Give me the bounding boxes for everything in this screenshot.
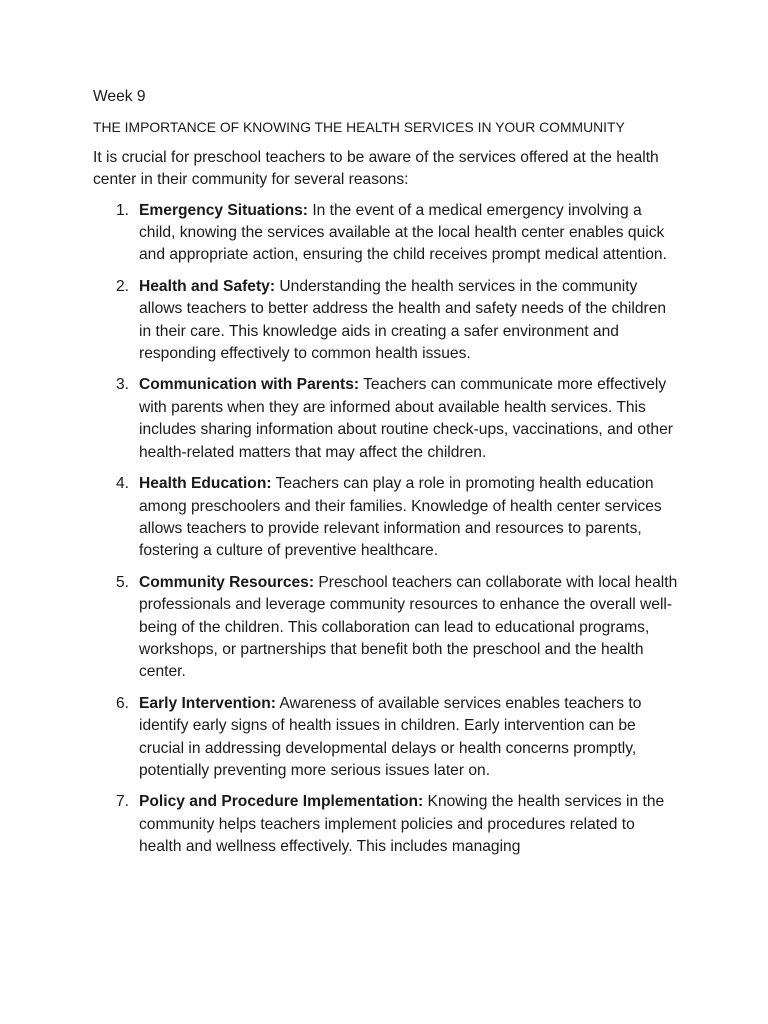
document-heading: THE IMPORTANCE OF KNOWING THE HEALTH SERVICES IN YOUR COMMUNITY (93, 119, 625, 136)
list-item-text: Knowing the health services in the community helps teachers implement policies and procedures related to health and wellness effectively. This includes managing (139, 793, 665, 856)
list-item-number: 1. (116, 201, 130, 219)
list-item-term: Early Intervention: (139, 694, 276, 712)
list-item-number: 4. (116, 475, 130, 493)
list-item (93, 374, 678, 464)
intro-paragraph: It is crucial for preschool teachers to be aware of the services offered at the health center in their community for several reasons: (93, 148, 659, 189)
list-item (93, 276, 678, 366)
list-item-text: Teachers can play a role in promoting health education among preschoolers and their families. Knowledge of health center services allows teachers to provide relevant information and resources to parents, fostering a culture of preventive healthcare. (139, 475, 662, 560)
list-item (93, 473, 678, 563)
list-item (93, 693, 678, 783)
list-item-text: Teachers can communicate more effectively with parents when they are informed about available health services. This includes sharing information about routine check-ups, vaccinations, and other health-related matters that may affect the children. (139, 376, 673, 461)
week-label: Week 9 (93, 88, 146, 105)
list-item-number: 2. (116, 277, 130, 295)
list-item-number: 5. (116, 573, 130, 591)
list-item-number: 6. (116, 694, 130, 712)
list-item-number: 7. (116, 793, 130, 811)
list-item-term: Community Resources: (139, 573, 315, 591)
reasons-list (93, 200, 678, 859)
list-item-text: Understanding the health services in the community allows teachers to better address the health and safety needs of the children in their care. This knowledge aids in creating a safer environment and responding effectively to common health issues. (139, 277, 667, 363)
list-item-number: 3. (116, 376, 130, 394)
list-item (93, 791, 678, 858)
list-item-term: Emergency Situations: (139, 201, 308, 219)
list-item-term: Health Education: (139, 475, 272, 493)
list-item-term: Health and Safety: (139, 277, 276, 295)
list-item (93, 572, 678, 684)
list-item (93, 200, 678, 267)
list-item-text: Preschool teachers can collaborate with local health professionals and leverage community resources to enhance the overall well-being of the children. This collaboration can lead to educational programs, workshops, or partnerships that benefit both the preschool and the health center. (139, 573, 678, 681)
list-item-text: In the event of a medical emergency involving a child, knowing the services available at the local health center enables quick and appropriate action, ensuring the child receives prompt medical attention. (139, 201, 667, 264)
document-page (93, 86, 678, 868)
list-item-term: Communication with Parents: (139, 376, 360, 394)
list-item-text: Awareness of available services enables teachers to identify early signs of health issues in children. Early intervention can be crucial in addressing developmental delays or health concerns promptly, potentially preventing more serious issues later on. (139, 694, 642, 779)
list-item-term: Policy and Procedure Implementation: (139, 793, 424, 811)
